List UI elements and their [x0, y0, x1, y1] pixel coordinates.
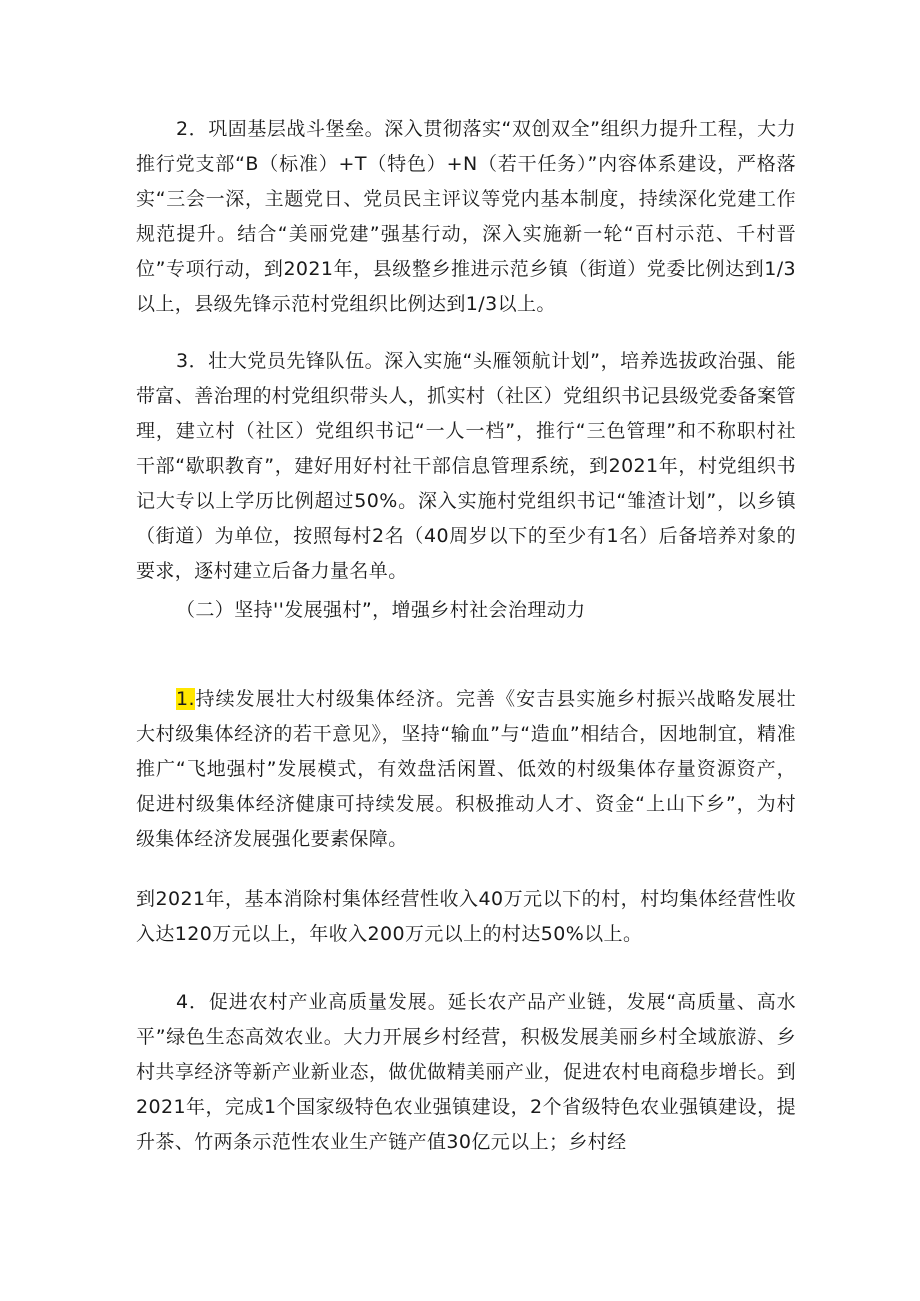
paragraph-party-vanguard — [136, 344, 796, 589]
section-heading — [136, 593, 796, 628]
paragraph-text: 3．壮大党员先锋队伍。深入实施“头雁领航计划”，培养选拔政治强、能带富、善治理的村党组织带头人，抓实村（社区）党组织书记县级党委备案管理，建立村（社区）党组织书记“一人一档”，推行“三色管理”和不称职村社干部“歇职教育”，建好用好村社干部信息管理系统，到2021年，村党组织书记大专以上学历比例超过50%。深入实施村党组织书记“雏渣计划”，以乡镇（街道）为单位，按照每村2名（40周岁以下的至少有1名）后备培养对象的要求，逐村建立后备力量名单。 — [136, 350, 796, 582]
paragraph-text: 2．巩固基层战斗堡垒。深入贯彻落实“双创双全”组织力提升工程，大力推行党支部“B（标准）+T（特色）+N（若干任务）”内容体系建设，严格落实“三会一深，主题党日、党员民主评议等党内基本制度，持续深化党建工作规范提升。结合“美丽党建”强基行动，深入实施新一轮“百村示范、千村晋位”专项行动，到2021年，县级整乡推进示范乡镇（街道）党委比例达到1/3以上，县级先锋示范村党组织比例达到1/3以上。 — [136, 118, 796, 315]
paragraph-collective-economy — [136, 682, 796, 857]
heading-text: （二）坚持''发展强村”，增强乡村社会治理动力 — [176, 599, 586, 621]
paragraph-text: 持续发展壮大村级集体经济。完善《安吉县实施乡村振兴战略发展壮大村级集体经济的若干意见》，坚持“输血”与“造血”相结合，因地制宜，精准推广“飞地强村”发展模式，有效盘活闲置、低效的村级集体存量资源资产，促进村级集体经济健康可持续发展。积极推动人才、资金“上山下乡”，为村级集体经济发展强化要素保障。 — [136, 688, 796, 850]
paragraph-consolidate-grassroots — [136, 112, 796, 322]
paragraph-text: 到2021年，基本消除村集体经营性收入40万元以下的村，村均集体经营性收入达120万元以上，年收入200万元以上的村达50%以上。 — [136, 888, 796, 945]
highlighted-list-marker: 1. — [176, 688, 195, 710]
paragraph-income-target — [136, 882, 796, 952]
paragraph-text: 4．促进农村产业高质量发展。延长农产品产业链，发展“高质量、高水平”绿色生态高效农业。大力开展乡村经营，积极发展美丽乡村全域旅游、乡村共享经济等新产业新业态，做优做精美丽产业，促进农村电商稳步增长。到2021年，完成1个国家级特色农业强镇建设，2个省级特色农业强镇建设，提升茶、竹两条示范性农业生产链产值30亿元以上；乡村经 — [136, 991, 796, 1153]
paragraph-rural-industry — [136, 985, 796, 1160]
